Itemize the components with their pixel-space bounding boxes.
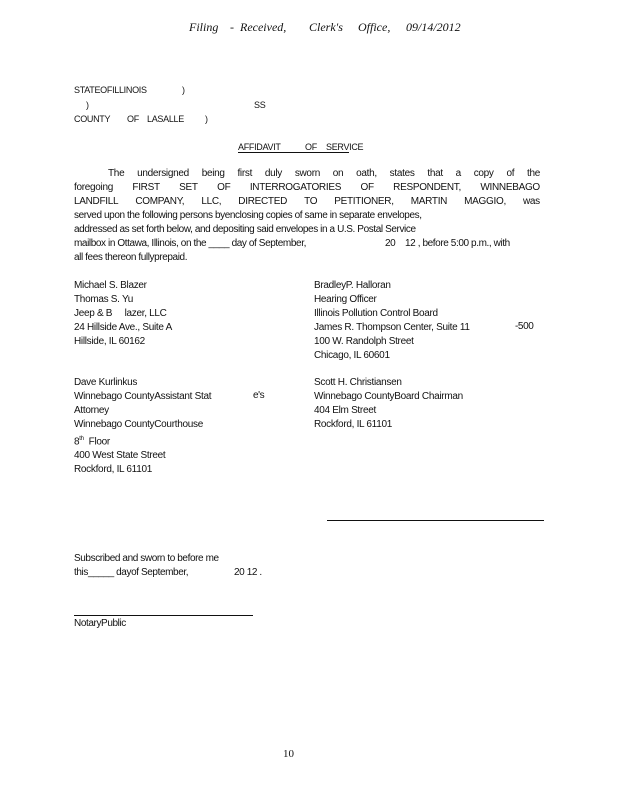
address-line: Chicago, IL 60601: [314, 350, 390, 361]
word: SET: [179, 182, 198, 193]
word: WINNEBAGO: [480, 182, 540, 193]
address-line: 24 Hillside Ave., Suite A: [74, 322, 172, 333]
signature-line: [327, 520, 544, 521]
word: DIRECTED: [238, 196, 288, 207]
address-line: James R. Thompson Center, Suite 11: [314, 322, 470, 333]
address-line: 100 W. Randolph Street: [314, 336, 414, 347]
body-line-6a: mailbox in Ottawa, Illinois, on the ____ day of September,: [74, 238, 306, 249]
word: FIRST: [132, 182, 160, 193]
address-line: Winnebago CountyAssistant Stat: [74, 391, 212, 402]
header-dash: -: [230, 20, 234, 34]
word: of: [506, 168, 515, 179]
body-line-6b: 20: [385, 238, 396, 249]
word: oath,: [356, 168, 377, 179]
word: foregoing: [74, 182, 113, 193]
word: sworn: [294, 168, 320, 179]
word: COMPANY,: [135, 196, 185, 207]
address-line: 400 West State Street: [74, 450, 166, 462]
word: states: [389, 168, 415, 179]
address-attorney-suffix: e's: [253, 390, 265, 401]
address-blazer: [74, 279, 172, 349]
body-line-7: all fees thereon fullyprepaid.: [74, 252, 188, 263]
word: OF: [217, 182, 231, 193]
word: being: [201, 168, 225, 179]
body-line-1: [74, 168, 540, 179]
word: MAGGIO,: [464, 196, 506, 207]
title-affidavit: AFFIDAVIT: [238, 142, 281, 152]
address-line: Rockford, IL 61101: [314, 419, 392, 430]
address-line: Jeep & B lazer, LLC: [74, 308, 167, 319]
caption-lasalle: LASALLE: [147, 114, 184, 124]
header-clerks: Clerk's: [309, 20, 343, 34]
header-filing: Filing: [189, 20, 219, 34]
word: OF: [360, 182, 374, 193]
floor-superscript: th: [79, 436, 84, 442]
notary-label: NotaryPublic: [74, 618, 126, 629]
jurat-line-1: Subscribed and sworn to before me: [74, 553, 219, 564]
caption-state: STATEOFILLINOIS: [74, 85, 147, 95]
word: PETITIONER,: [334, 196, 394, 207]
word: RESPONDENT,: [393, 182, 461, 193]
address-line-floor: [74, 432, 211, 449]
address-halloran: [314, 279, 470, 363]
word: the: [526, 168, 540, 179]
header-date: 09/14/2012: [406, 20, 461, 34]
address-suite-suffix: -500: [515, 321, 534, 332]
title-service: SERVICE: [326, 142, 364, 152]
jurat-line-2a: this_____ dayof September,: [74, 567, 189, 578]
body-line-2: [74, 182, 540, 193]
address-line: Rockford, IL 61101: [74, 464, 152, 476]
caption-paren-2: ): [86, 100, 89, 110]
address-line: Michael S. Blazer: [74, 280, 147, 291]
caption-county: COUNTY: [74, 114, 111, 124]
address-line: Dave Kurlinkus: [74, 377, 138, 388]
word: first: [237, 168, 253, 179]
address-line: Thomas S. Yu: [74, 294, 134, 305]
address-christiansen: [314, 376, 463, 432]
jurat-line-2b: 20 12 .: [234, 567, 262, 578]
header-office: Office,: [358, 20, 391, 34]
title-of: OF: [305, 142, 317, 152]
address-line: Illinois Pollution Control Board: [314, 308, 438, 319]
word: was: [523, 196, 540, 207]
word: INTERROGATORIES: [249, 182, 342, 193]
address-line: Scott H. Christiansen: [314, 377, 402, 388]
address-line: 404 Elm Street: [314, 405, 376, 416]
word: TO: [304, 196, 318, 207]
header-received: Received,: [240, 20, 287, 34]
body-line-5: addressed as set forth below, and depositing said envelopes in a U.S. Postal Service: [74, 224, 416, 235]
word: that: [427, 168, 443, 179]
address-line: Winnebago CountyBoard Chairman: [314, 391, 463, 402]
address-line: BradleyP. Halloran: [314, 280, 391, 291]
address-line: Hearing Officer: [314, 294, 377, 305]
address-line: Winnebago CountyCourthouse: [74, 419, 203, 430]
notary-signature-line: [74, 615, 253, 616]
caption-paren-3: ): [205, 114, 208, 124]
floor-number: 8: [74, 436, 80, 448]
word: duly: [264, 168, 283, 179]
word: LANDFILL: [74, 196, 119, 207]
caption-of: OF: [127, 114, 139, 124]
page-number: 10: [283, 748, 294, 760]
body-line-3: [74, 196, 540, 207]
word: The: [108, 168, 125, 179]
word: copy: [473, 168, 494, 179]
word: undersigned: [137, 168, 189, 179]
word: on: [332, 168, 344, 179]
word: LLC,: [201, 196, 222, 207]
address-kurlinkus: [74, 376, 211, 477]
floor-label: Floor: [88, 436, 110, 448]
caption-paren-1: ): [182, 85, 185, 95]
word: MARTIN: [410, 196, 448, 207]
address-line: Attorney: [74, 405, 109, 416]
title-underline: [238, 152, 349, 153]
word: a: [455, 168, 461, 179]
body-line-6c: 12 , before 5:00 p.m., with: [405, 238, 510, 249]
body-line-4: served upon the following persons byenclosing copies of same in separate envelopes,: [74, 210, 422, 221]
address-line: Hillside, IL 60162: [74, 336, 145, 347]
caption-ss: SS: [254, 100, 266, 110]
